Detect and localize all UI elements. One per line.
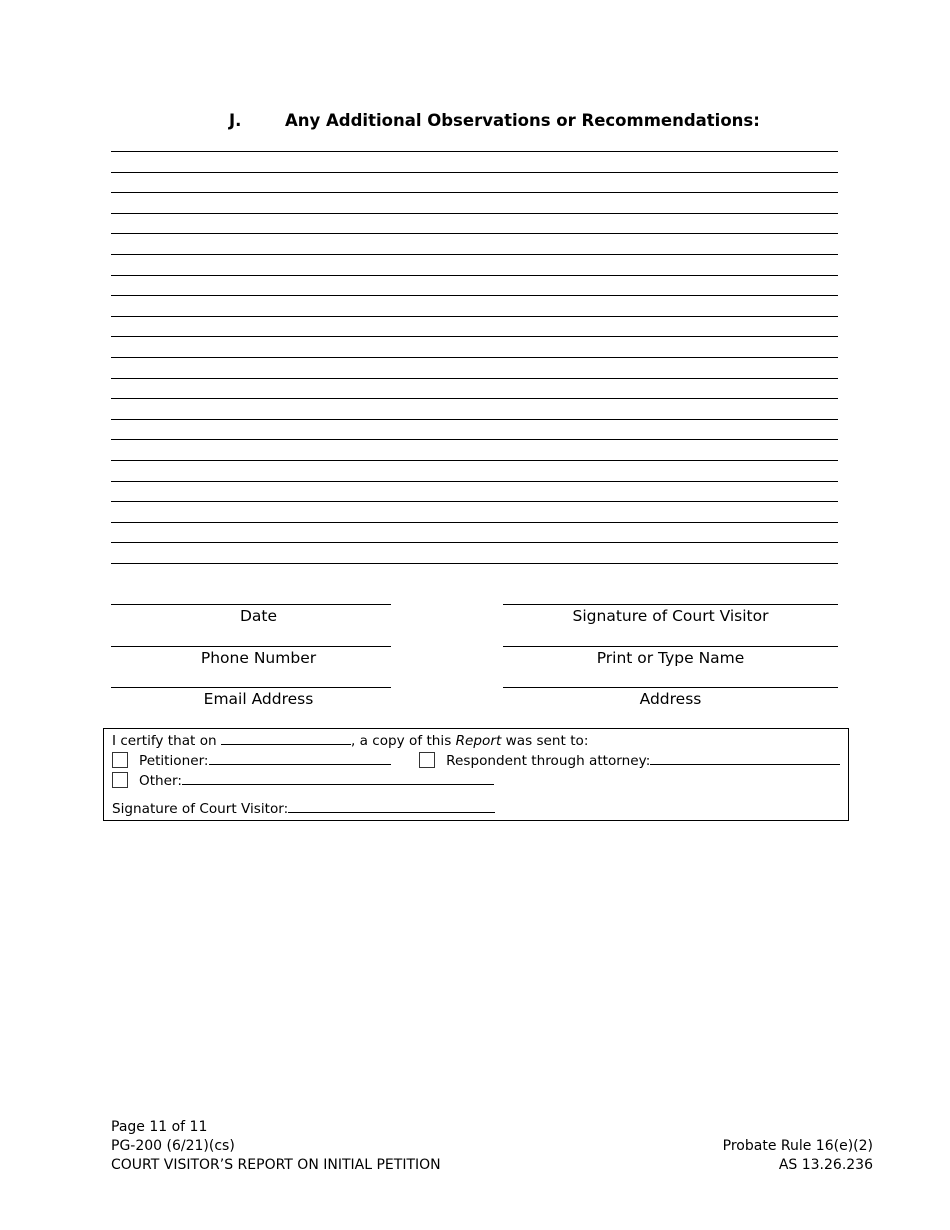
- email-line[interactable]: [111, 687, 391, 688]
- signature-label: Signature of Court Visitor: [572, 607, 769, 625]
- certify-suffix: , a copy of this: [350, 733, 452, 749]
- other-field[interactable]: [182, 772, 494, 785]
- respondent-checkbox[interactable]: [419, 752, 435, 768]
- phone-line[interactable]: [111, 646, 391, 647]
- date-label: Date: [239, 607, 278, 625]
- certify-prefix: I certify that on: [112, 733, 217, 749]
- email-label: Email Address: [203, 690, 314, 708]
- observation-line[interactable]: [111, 192, 838, 193]
- certify-end: was sent to:: [505, 733, 589, 749]
- observation-line[interactable]: [111, 501, 838, 502]
- section-letter: J.: [229, 111, 242, 130]
- observation-line[interactable]: [111, 398, 838, 399]
- observation-line[interactable]: [111, 316, 838, 317]
- footer-right: [723, 1137, 873, 1175]
- observation-line[interactable]: [111, 460, 838, 461]
- report-word: Report: [455, 733, 502, 749]
- observation-line[interactable]: [111, 378, 838, 379]
- form-number: PG-200 (6/21)(cs): [111, 1138, 235, 1154]
- certify-row: [112, 732, 588, 749]
- observation-line[interactable]: [111, 357, 838, 358]
- section-title: Any Additional Observations or Recommendations:: [285, 111, 760, 130]
- certify-date-field[interactable]: [221, 732, 351, 745]
- address-label: Address: [639, 690, 702, 708]
- observation-line[interactable]: [111, 563, 838, 564]
- observation-line[interactable]: [111, 522, 838, 523]
- statute: AS 13.26.236: [778, 1157, 873, 1173]
- observation-line[interactable]: [111, 419, 838, 420]
- form-title: COURT VISITOR’S REPORT ON INITIAL PETITION: [111, 1157, 441, 1173]
- observation-line[interactable]: [111, 213, 838, 214]
- observation-line[interactable]: [111, 275, 838, 276]
- observation-line[interactable]: [111, 481, 838, 482]
- other-checkbox[interactable]: [112, 772, 128, 788]
- observation-line[interactable]: [111, 233, 838, 234]
- phone-label: Phone Number: [200, 649, 317, 667]
- print-name-line[interactable]: [503, 646, 838, 647]
- observation-line[interactable]: [111, 151, 838, 152]
- observation-line[interactable]: [111, 542, 838, 543]
- cert-signature-label: Signature of Court Visitor:: [112, 801, 289, 817]
- observation-line[interactable]: [111, 172, 838, 173]
- observation-line[interactable]: [111, 439, 838, 440]
- certificate-of-service-box: [103, 728, 849, 821]
- print-name-label: Print or Type Name: [596, 649, 745, 667]
- signature-row: [112, 800, 495, 817]
- petitioner-label: Petitioner:: [139, 753, 209, 769]
- date-line[interactable]: [111, 604, 391, 605]
- other-row: [112, 772, 494, 789]
- address-line[interactable]: [503, 687, 838, 688]
- signature-line[interactable]: [503, 604, 838, 605]
- observation-line[interactable]: [111, 336, 838, 337]
- footer-left: [111, 1118, 441, 1175]
- respondent-label: Respondent through attorney:: [446, 753, 651, 769]
- page-number: Page 11 of 11: [111, 1119, 208, 1135]
- respondent-field[interactable]: [650, 752, 840, 765]
- observation-line[interactable]: [111, 295, 838, 296]
- observation-line[interactable]: [111, 254, 838, 255]
- cert-signature-field[interactable]: [288, 800, 495, 813]
- petitioner-row: [112, 752, 840, 769]
- petitioner-field[interactable]: [209, 752, 391, 765]
- probate-rule: Probate Rule 16(e)(2): [722, 1138, 873, 1154]
- other-label: Other:: [139, 773, 182, 789]
- petitioner-checkbox[interactable]: [112, 752, 128, 768]
